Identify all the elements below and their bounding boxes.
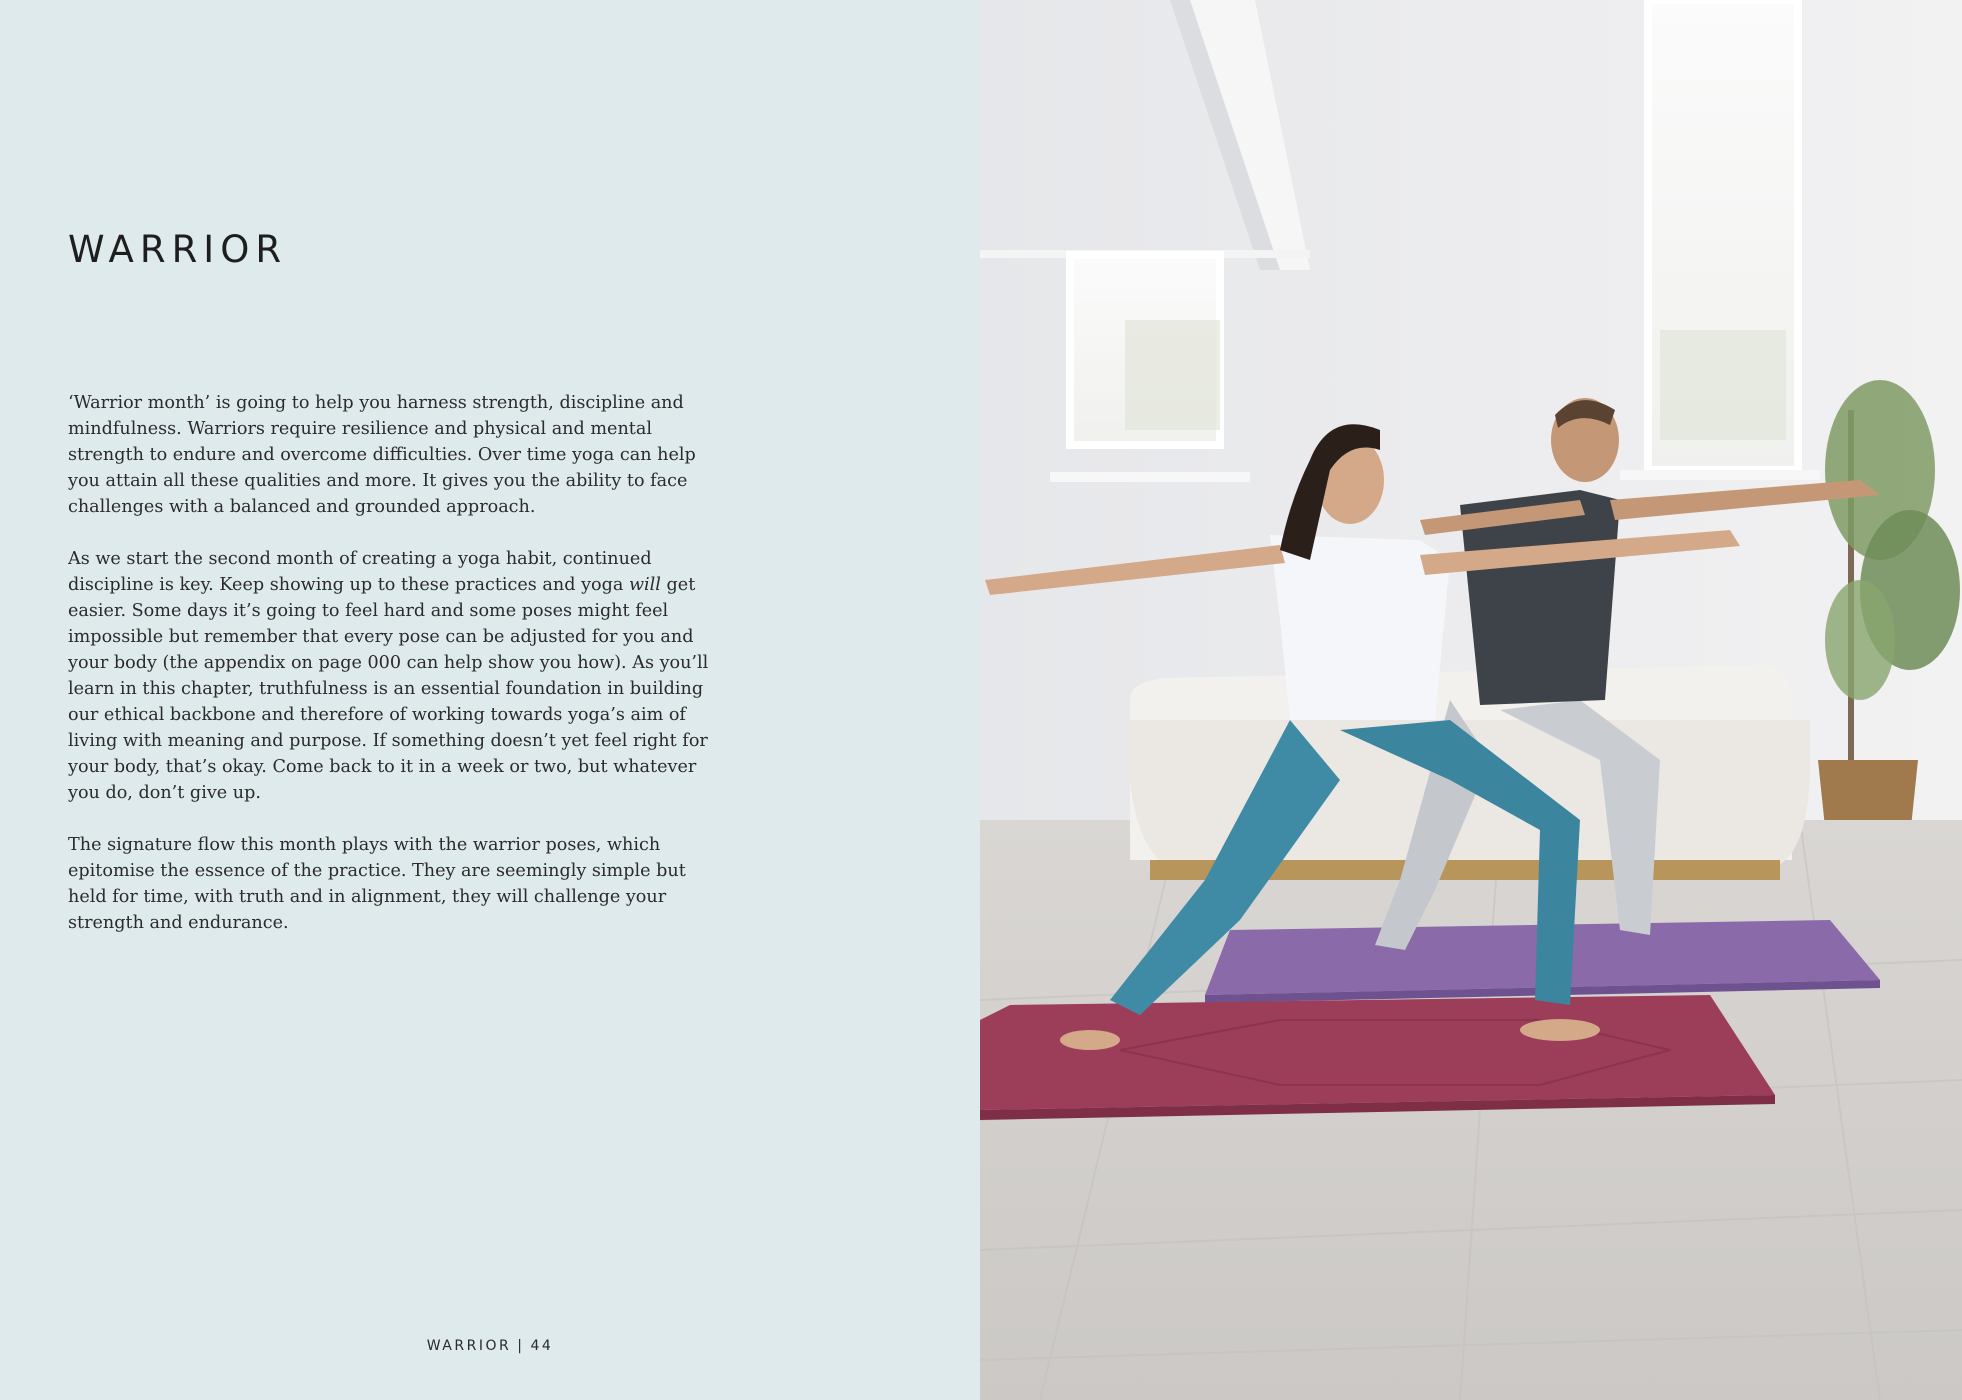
body-text bbox=[68, 390, 728, 962]
footer-section: WARRIOR bbox=[426, 1338, 512, 1354]
paragraph-signature-flow: The signature flow this month plays with the warrior poses, which epitomise the essence of the practice. They are seemingly simple but held for time, with truth and in alignment, they will challenge your strength and endurance. bbox=[68, 835, 686, 933]
page-footer bbox=[0, 1338, 980, 1354]
footer-separator: | bbox=[517, 1338, 525, 1354]
paragraph-second-month-end: get easier. Some days it’s going to feel hard and some poses might feel impossible but remember that every pose can be adjusted for you and your body (the appendix on page 000 can help show you how). As you’ll learn in this chapter, truthfulness is an essential foundation in building our ethical backbone and therefore of working towards yoga’s aim of living with meaning and purpose. If something doesn’t yet feel right for your body, that’s okay. Come back to it in a week or two, but whatever you do, don’t give up. bbox=[68, 575, 709, 803]
page-title: WARRIOR bbox=[68, 228, 288, 271]
paragraph-second-month-start: As we start the second month of creating a yoga habit, continued discipline is key. Keep showing up to these practices and yoga bbox=[68, 549, 652, 595]
yoga-photo bbox=[980, 0, 1962, 1400]
page-number: 44 bbox=[530, 1338, 554, 1354]
yoga-photo-illustration bbox=[980, 0, 1962, 1400]
emphasis-will: will bbox=[628, 575, 661, 595]
paragraph-intro: ‘Warrior month’ is going to help you harness strength, discipline and mindfulness. Warriors require resilience and physical and mental strength to endure and overcome difficulties. Over time yoga can help you attain all these qualities and more. It gives you the ability to face challenges with a balanced and grounded approach. bbox=[68, 393, 696, 517]
paragraph-second-month bbox=[68, 546, 728, 806]
red-yoga-mat bbox=[980, 995, 1775, 1110]
left-page bbox=[0, 0, 980, 1400]
